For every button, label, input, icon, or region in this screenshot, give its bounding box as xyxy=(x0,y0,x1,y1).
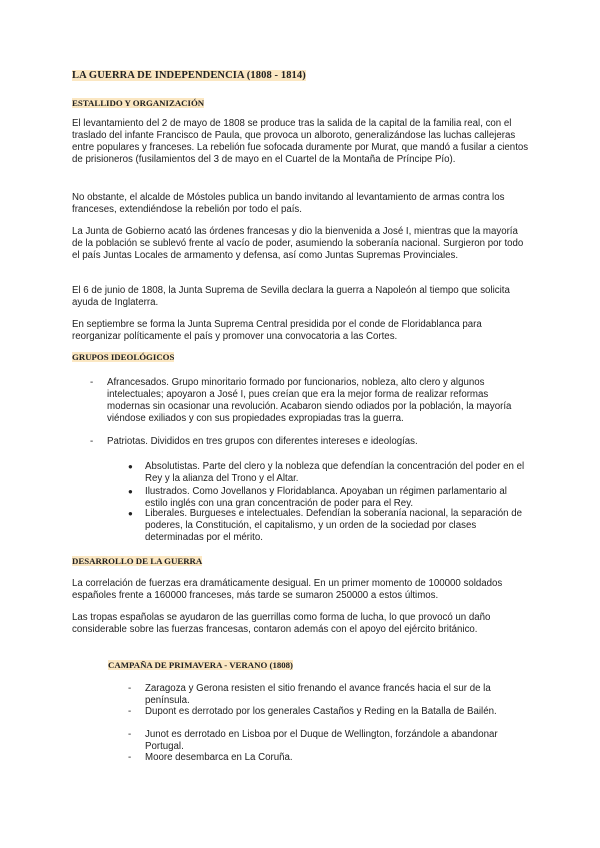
paragraph: El levantamiento del 2 de mayo de 1808 se produce tras la salida de la capital de la familia real, con el traslado del infante Francisco de Paula, que provoca un alboroto, generalizándose las luchas callejeras entre populares y franceses. La rebelión fue sofocada duramente por Murat, que mandó a fusilar a cientos de prisioneros (fusilamientos del 3 de mayo en el Cuartel de la Montaña de Príncipe Pío). xyxy=(72,118,529,165)
list-item: Patriotas. Divididos en tres grupos con diferentes intereses e ideologías. xyxy=(107,436,418,447)
list-item: Zaragoza y Gerona resisten el sitio frenando el avance francés hacia el sur de la península. xyxy=(145,683,491,706)
list-item: Dupont es derrotado por los generales Castaños y Reding en la Batalla de Bailén. xyxy=(145,706,497,717)
paragraph: Las tropas españolas se ayudaron de las guerrillas como forma de lucha, lo que provocó un daño considerable sobre las fuerzas francesas, contaron además con el apoyo del ejército británico. xyxy=(72,612,491,635)
heading-campana: CAMPAÑA DE PRIMAVERA - VERANO (1808) xyxy=(108,660,293,670)
paragraph: No obstante, el alcalde de Móstoles publica un bando invitando al levantamiento de armas contra los franceses, extendiéndose la rebelión por todo el país. xyxy=(72,192,505,215)
sub-list-item: Ilustrados. Como Jovellanos y Floridablanca. Apoyaban un régimen parlamentario al estilo inglés con una gran concentración de poder para el Rey. xyxy=(145,486,507,509)
list-item: Afrancesados. Grupo minoritario formado por funcionarios, nobleza, alto clero y algunos intelectuales; apoyaron a José I, pues creían que era la mejor forma de realizar reformas modernas sin ocasionar una revolución. Acabaron siendo odiados por la población, la mayoría viéndose exiliados y con sus propiedades expropiadas tras la guerra. xyxy=(107,377,512,424)
list-item: Junot es derrotado en Lisboa por el Duque de Wellington, forzándole a abandonar Portugal. xyxy=(145,729,498,752)
heading-estallido: ESTALLIDO Y ORGANIZACIÓN xyxy=(72,98,205,108)
list-dash: - xyxy=(128,683,132,694)
list-dash: - xyxy=(90,377,94,388)
paragraph: La Junta de Gobierno acató las órdenes francesas y dio la bienvenida a José I, mientras que la mayoría de la población se sublevó frente al vacío de poder, asumiendo la soberanía nacional. Surgieron por todo el país Juntas Locales de armamento y defensa, así como Juntas Supremas Provinciales. xyxy=(72,226,524,261)
paragraph: El 6 de junio de 1808, la Junta Suprema de Sevilla declara la guerra a Napoleón al tiempo que solicita ayuda de Inglaterra. xyxy=(72,285,510,308)
paragraph: En septiembre se forma la Junta Suprema Central presidida por el conde de Floridablanca para reorganizar políticamente el país y promover una convocatoria a las Cortes. xyxy=(72,319,482,342)
sub-list-item: Liberales. Burgueses e intelectuales. Defendían la soberanía nacional, la separación de poderes, la Constitución, el capitalismo, y un orden de la sociedad por clases determinadas por el mérito. xyxy=(145,508,522,543)
list-dash: - xyxy=(128,706,132,717)
bullet-icon: ● xyxy=(128,487,133,496)
bullet-icon: ● xyxy=(128,462,133,471)
heading-grupos: GRUPOS IDEOLÓGICOS xyxy=(72,352,175,362)
list-item: Moore desembarca en La Coruña. xyxy=(145,752,293,763)
heading-desarrollo: DESARROLLO DE LA GUERRA xyxy=(72,556,203,566)
bullet-icon: ● xyxy=(128,509,133,518)
paragraph: La correlación de fuerzas era dramáticamente desigual. En un primer momento de 100000 soldados españoles frente a 160000 franceses, más tarde se sumaron 250000 a estos últimos. xyxy=(72,578,503,601)
sub-list-item: Absolutistas. Parte del clero y la nobleza que defendían la concentración del poder en el Rey y la alianza del Trono y el Altar. xyxy=(145,461,525,484)
page-title: LA GUERRA DE INDEPENDENCIA (1808 - 1814) xyxy=(72,70,306,81)
list-dash: - xyxy=(90,436,94,447)
list-dash: - xyxy=(128,729,132,740)
list-dash: - xyxy=(128,752,132,763)
